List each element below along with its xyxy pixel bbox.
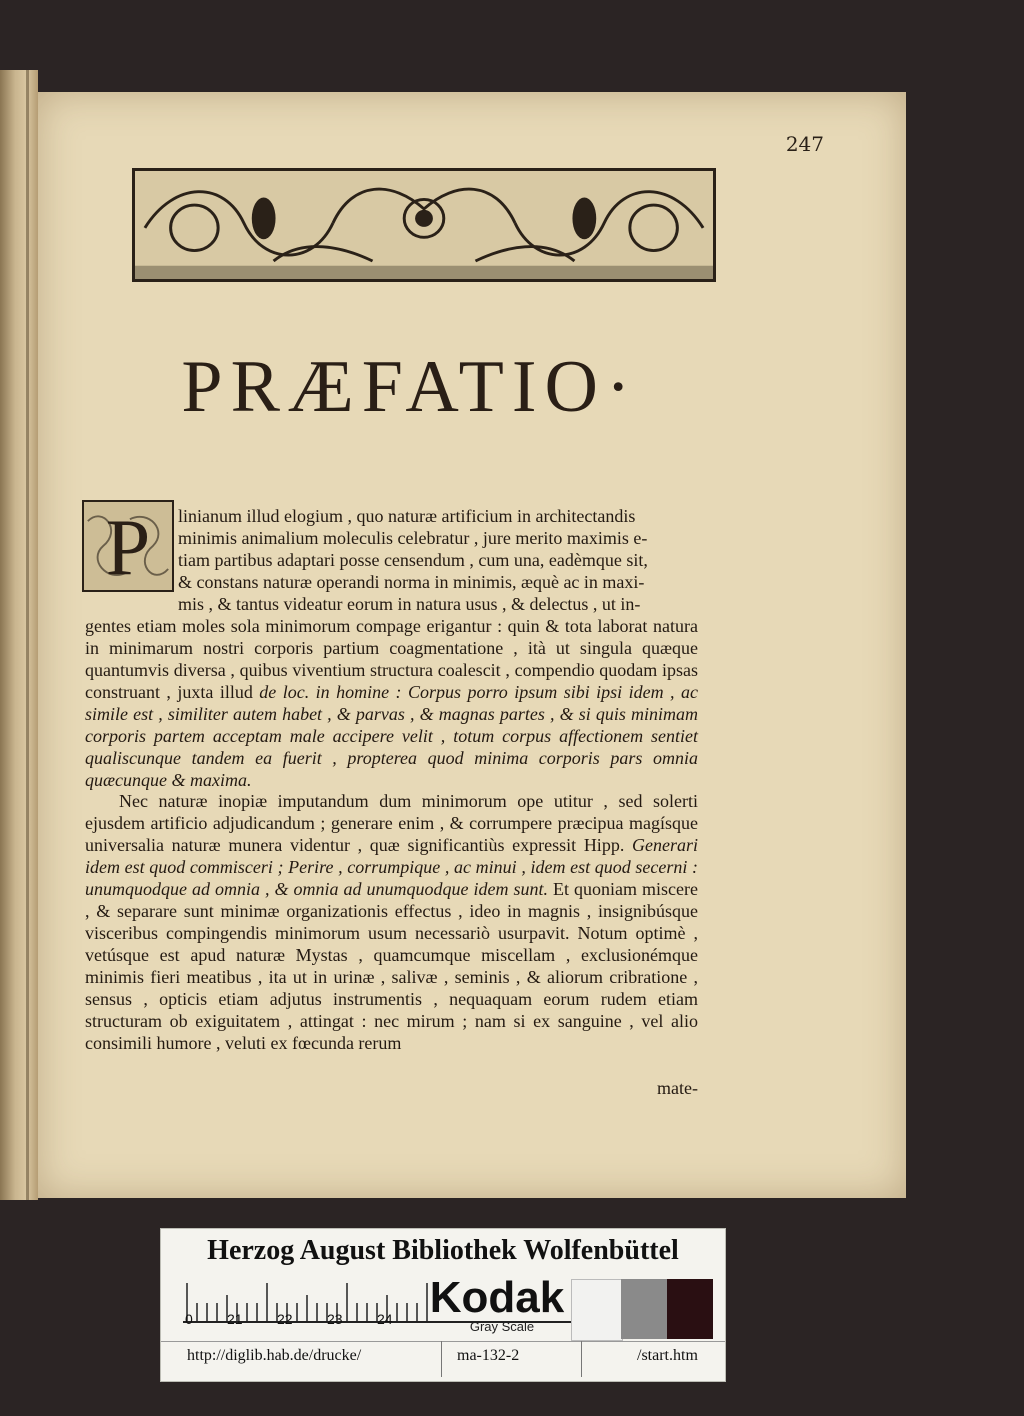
swatch-gray: [621, 1279, 667, 1339]
library-name: Herzog August Bibliothek Wolfenbüttel: [207, 1235, 679, 1266]
ruler-label: 21: [227, 1311, 243, 1327]
paragraph-2-quote: Generari idem est quod commisceri ; Perire , corrumpique , ac minui , idem est quod secerni : unumquodque ad omnia , & omnia ad unumquodque idem sunt.: [85, 835, 699, 899]
paragraph-1-opening: [178, 505, 698, 615]
hippocrates-quote: Corpus porro ipsum sibi ipsi idem , ac simile est , similiter autem habet , & parvas , & magnas partes , & si quis minimam corporis partem acceptam male accipere velit , totum corpus affectionem sentiet qualiscunque tandem ea fuerit , propterea quod minima corporis pars omnia quæcunque & maxima.: [85, 682, 698, 790]
gray-scale-label: Gray Scale: [469, 1319, 535, 1334]
ruler-label: 22: [277, 1311, 293, 1327]
book-left-edge: [0, 70, 38, 1200]
card-divider: [161, 1341, 725, 1342]
initial-letter: P: [105, 504, 151, 592]
text-line: & constans naturæ operandi norma in minimis, æquè ac in maxi-: [178, 572, 645, 592]
ruler-label: 24: [377, 1311, 393, 1327]
text-line: tiam partibus adaptari posse censendum , cum una, eadèmque sit,: [178, 550, 648, 570]
page-number: 247: [785, 132, 824, 156]
headpiece-ornament: [132, 168, 716, 282]
text-line: linianum illud elogium , quo naturæ artificium in architectandis: [178, 506, 636, 526]
swatch-black: [667, 1279, 713, 1339]
shelfmark: ma-132-2: [457, 1347, 520, 1364]
quote-reference: de loc. in homine :: [259, 682, 402, 702]
source-url: http://diglib.hab.de/drucke/: [187, 1347, 362, 1364]
page-title: PRÆFATIO·: [181, 346, 639, 428]
paragraph-2: [85, 790, 698, 1054]
ruler-label: 0: [185, 1311, 193, 1327]
page-link: /start.htm: [637, 1347, 698, 1364]
ruler-label: 23: [327, 1311, 343, 1327]
catchword: mate-: [657, 1078, 698, 1098]
text-line: mis , & tantus videatur eorum in natura usus , & delectus , ut in-: [178, 594, 641, 614]
paragraph-1-body: [85, 615, 698, 791]
color-target-card: [160, 1228, 726, 1382]
kodak-logo: Kodak: [429, 1273, 565, 1322]
card-divider: [581, 1341, 582, 1377]
paragraph-1-text: gentes etiam moles sola minimorum compage erigantur : quin & tota laborat natura in minimarum nostri corporis partium coagmentatione , ità ut singula quæque quantumvis diversa , quibus viventium structura coalescit , compendio quodam ipsas construant , juxta illud: [85, 616, 698, 702]
card-divider: [441, 1341, 442, 1377]
paragraph-2-text-b: Et quoniam miscere , & separare sunt minimæ organizationis effectus , ideo in magnis , insignibúsque visceribus compingendis minimorum usum necessariò usurpavit. Notum optimè , vetúsque est apud naturæ Mystas , quamcumque miscellam , exclusionémque minimis fieri meatibus , ita ut in urinæ , salivæ , seminis , & aliorum cribratione , sensus , opticis etiam adjutus instrumentis , nequaquam eorum rudem etiam structuram ob exiguitatem , attingat : nec mirum ; nam si ex sanguine , vel alio consimili humore , veluti ex fœcunda rerum: [85, 879, 698, 1053]
swatch-white: [571, 1279, 623, 1341]
text-line: minimis animalium moleculis celebratur , jure merito maximis e-: [178, 528, 648, 548]
decorated-initial: [82, 500, 174, 592]
paragraph-2-text-a: Nec naturæ inopiæ imputandum dum minimorum ope utitur , sed solerti ejusdem artificio adjudicandum ; generare enim , & corrumpere præcipua magísque universalia naturæ munera videntur , quæ significantiùs expressit Hipp.: [85, 791, 698, 855]
